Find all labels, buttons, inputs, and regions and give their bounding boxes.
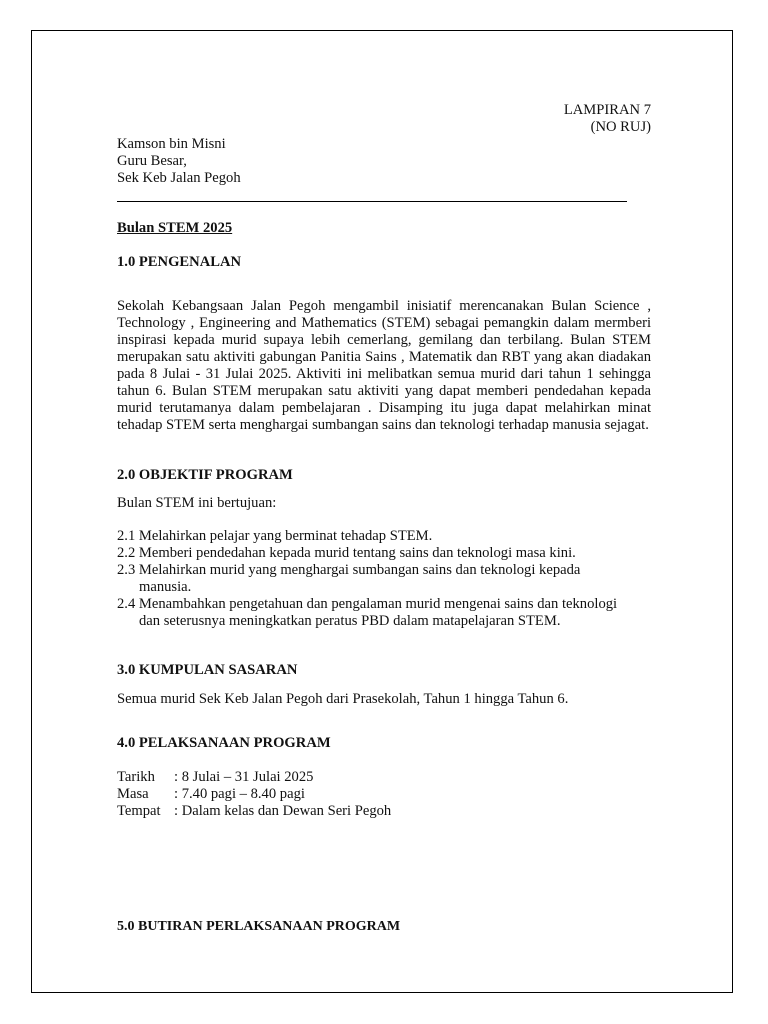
objective-item-4: 2.4 Menambahkan pengetahuan dan pengalaman murid mengenai sains dan teknologi (117, 596, 618, 612)
section-4-heading: 4.0 PELAKSANAAN PROGRAM (117, 735, 331, 751)
schedule-value: : 8 Julai – 31 Julai 2025 (174, 769, 314, 785)
objective-item-1: 2.1 Melahirkan pelajar yang berminat tehadap STEM. (117, 528, 433, 544)
document-title: Bulan STEM 2025 (117, 220, 233, 236)
schedule-row-place (117, 803, 391, 820)
objective-item-4-cont: dan seterusnya meningkatkan peratus PBD dalam matapelajaran STEM. (139, 613, 561, 629)
schedule-value: : 7.40 pagi – 8.40 pagi (174, 786, 305, 802)
lampiran-label: LAMPIRAN 7 (563, 102, 651, 118)
schedule-value: : Dalam kelas dan Dewan Seri Pegoh (174, 803, 392, 819)
sender-school: Sek Keb Jalan Pegoh (117, 170, 241, 186)
section-3-heading: 3.0 KUMPULAN SASARAN (117, 662, 298, 678)
schedule-key: Tarikh (117, 769, 155, 785)
header-divider (117, 201, 627, 202)
sender-position: Guru Besar, (117, 153, 187, 169)
schedule-row-date (117, 769, 313, 786)
schedule-key: Tempat (117, 803, 161, 819)
section-1-heading: 1.0 PENGENALAN (117, 254, 242, 270)
schedule-row-time (117, 786, 305, 803)
sender-name: Kamson bin Misni (117, 136, 226, 152)
section-5-heading: 5.0 BUTIRAN PERLAKSANAAN PROGRAM (117, 919, 401, 934)
reference-number: (NO RUJ) (590, 119, 651, 135)
objective-item-3: 2.3 Melahirkan murid yang menghargai sumbangan sains dan teknologi kepada (117, 562, 581, 578)
objective-item-3-cont: manusia. (139, 579, 192, 595)
lampiran-block (451, 102, 651, 136)
schedule-key: Masa (117, 786, 149, 802)
section-3-body: Semua murid Sek Keb Jalan Pegoh dari Prasekolah, Tahun 1 hingga Tahun 6. (117, 691, 569, 707)
section-1-body: Sekolah Kebangsaan Jalan Pegoh mengambil inisiatif merencanakan Bulan Science , Technology , Engineering and Mathematics (STEM) sebagai pemangkin dalam mermberi inspirasi kepada murid supaya lebih cemerlang, gemilang dan terbilang. Bulan STEM merupakan satu aktiviti gabungan Panitia Sains , Matematik dan RBT yang akan diadakan pada 8 Julai - 31 Julai 2025. Aktiviti ini melibatkan semua murid dari tahun 1 sehingga tahun 6. Bulan STEM merupakan satu aktiviti yang dapat memberi pendedahan kepada murid terutamanya dalam pembelajaran . Disamping itu juga dapat melahirkan minat tehadap STEM serta menghargai sumbangan sains dan teknologi terhadap manusia sejagat. (117, 298, 651, 433)
objective-item-2: 2.2 Memberi pendedahan kepada murid tentang sains dan teknologi masa kini. (117, 545, 576, 561)
section-2-intro: Bulan STEM ini bertujuan: (117, 495, 277, 511)
section-2-heading: 2.0 OBJEKTIF PROGRAM (117, 467, 293, 483)
